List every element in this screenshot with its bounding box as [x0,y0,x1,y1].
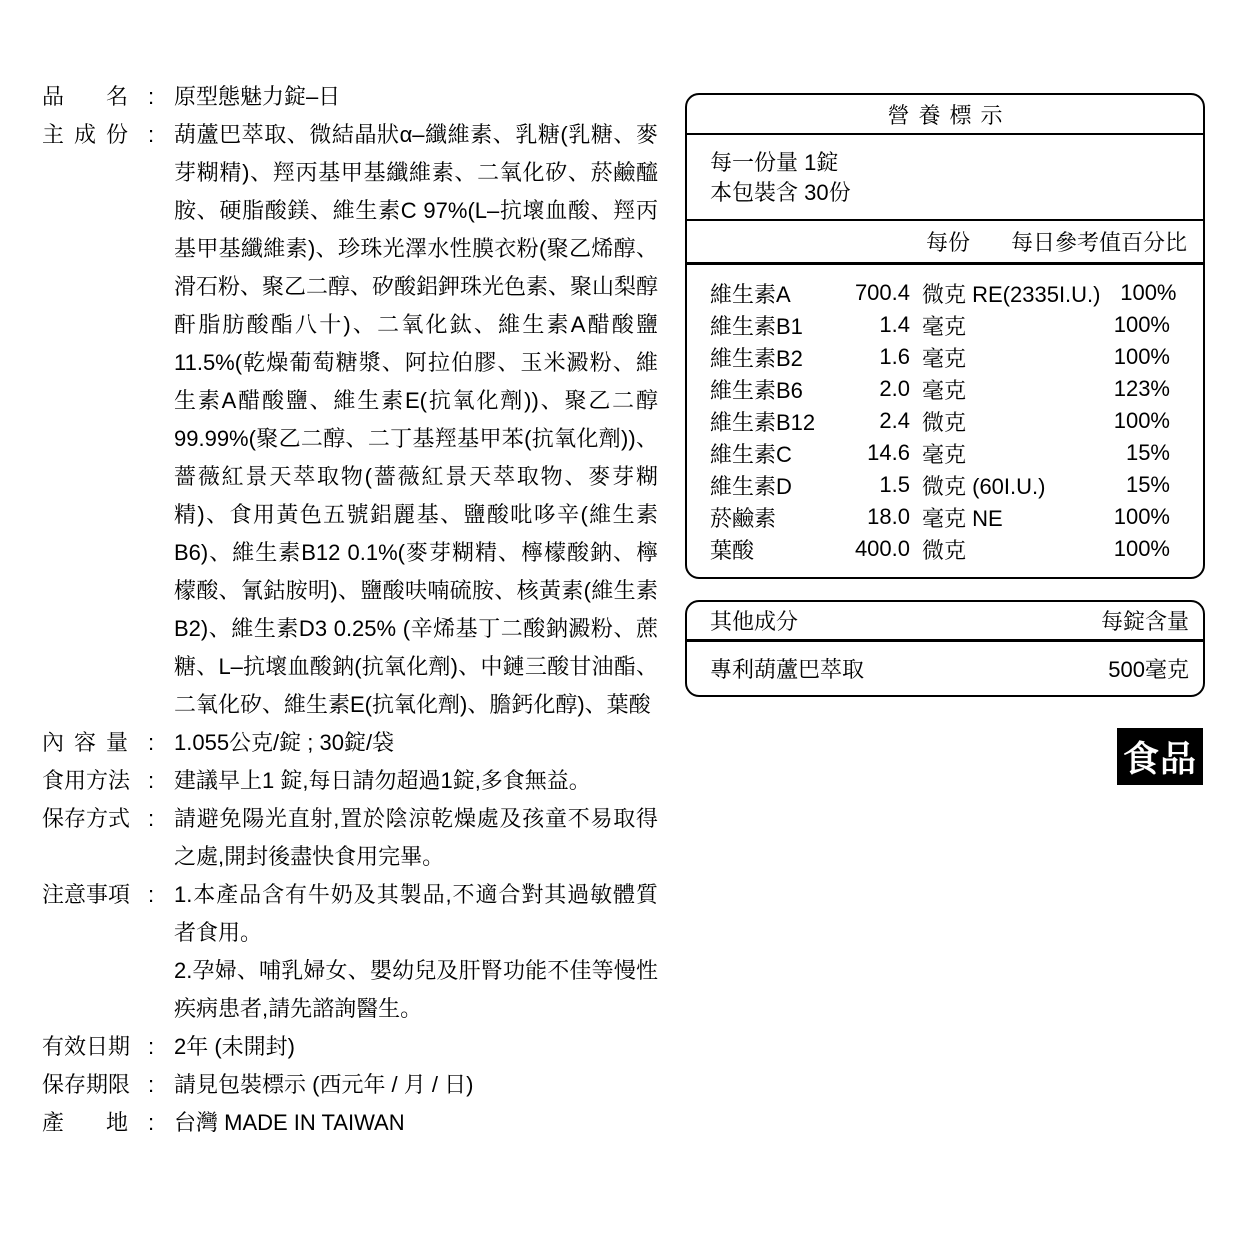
nutrient-unit: 毫克 [922,441,967,467]
info-label-char: 效 [64,1034,87,1059]
nutrient-daily-value: 100% [1113,536,1170,561]
nutrient-unit: 微克 [922,537,967,563]
info-label [42,800,131,838]
info-label [42,116,128,154]
info-label-char: 注 [42,882,65,907]
nutrient-name: 維生素A [710,281,791,307]
info-label-char: 有 [42,1034,65,1059]
nutrition-row [710,309,1170,341]
nutrient-daily-value: 15% [1125,472,1170,497]
nutrition-row [710,373,1170,405]
info-label-char: 名 [105,84,128,109]
nutrient-amount: 2.0 [879,376,910,401]
nutrient-amount: 1.4 [879,312,910,337]
nutrient-unit: 微克 [922,409,967,435]
info-paragraph: 台灣 MADE IN TAIWAN [174,1110,405,1135]
nutrient-unit: 毫克 [922,313,967,339]
servings-per-pack-line: 本包裝含 30份 [710,180,851,205]
nutrient-daily-value: 100% [1113,344,1170,369]
info-paragraph: 2.孕婦、哺乳婦女、嬰幼兒及肝腎功能不佳等慢性疾病患者,請先諮詢醫生。 [174,958,658,1021]
nutrient-name: 葉酸 [710,537,755,563]
nutrition-rows [687,265,1203,577]
info-label-char: 法 [108,768,131,793]
nutrient-name: 維生素B1 [710,313,803,339]
other-ingredients-header: 其他成分 [710,609,799,634]
nutrition-row [710,405,1170,437]
info-label [42,1028,131,1066]
other-ingredients-panel [685,600,1205,697]
nutrient-name: 維生素C [710,441,792,467]
info-label-char: 保 [42,806,65,831]
nutrition-panel [685,93,1205,579]
nutrient-daily-value: 100% [1120,280,1177,305]
info-label-char: 限 [108,1072,131,1097]
nutrient-unit: 毫克 NE [922,505,1003,531]
info-paragraph: 1.055公克/錠 ; 30錠/袋 [174,730,395,755]
info-label-char: 內 [42,730,65,755]
nutrition-serving-section [687,135,1203,221]
info-colon: : [147,806,155,831]
info-label-char: 方 [86,768,109,793]
info-row [42,876,660,1028]
col-header-per-serving: 每份 [926,230,971,255]
nutrition-column-headers [687,221,1203,265]
info-value [174,1066,658,1104]
info-row [42,1104,660,1142]
nutrition-row [710,501,1170,533]
info-colon: : [147,84,155,109]
nutrient-amount: 2.4 [879,408,910,433]
info-label-char: 品 [42,84,65,109]
nutrient-name: 維生素D [710,473,792,499]
info-label [42,78,128,116]
info-value [174,78,658,116]
nutrient-amount: 14.6 [867,440,910,465]
info-label [42,1104,128,1142]
info-value [174,116,658,724]
info-colon: : [147,882,155,907]
info-row [42,1066,660,1104]
info-colon: : [147,768,155,793]
info-value [174,762,658,800]
info-value [174,876,658,1028]
nutrient-daily-value: 100% [1113,312,1170,337]
other-ingredients-rows [687,642,1203,695]
info-value [174,800,658,876]
info-row [42,800,660,876]
nutrient-daily-value: 15% [1125,440,1170,465]
info-paragraph: 1.本產品含有牛奶及其製品,不適合對其過敏體質者食用。 [174,882,658,945]
nutrition-row [710,469,1170,501]
nutrient-amount: 18.0 [867,504,910,529]
info-label-char: 存 [64,1072,87,1097]
info-label-char: 量 [105,730,128,755]
info-colon: : [147,1110,155,1135]
nutrient-daily-value: 100% [1113,408,1170,433]
nutrition-row [710,277,1177,309]
nutrient-name: 維生素B6 [710,377,803,403]
info-colon: : [147,122,155,147]
info-label-char: 期 [86,1072,109,1097]
info-label-char: 項 [108,882,131,907]
info-row [42,78,660,116]
info-label-char: 事 [86,882,109,907]
other-ingredients-amount-header: 每錠含量 [1100,609,1189,634]
info-label [42,1066,131,1104]
nutrient-amount: 700.4 [854,280,910,305]
info-label-char: 日 [86,1034,109,1059]
nutrient-amount: 1.6 [879,344,910,369]
info-label-char: 式 [108,806,131,831]
nutrition-row [710,437,1170,469]
info-label-char: 方 [86,806,109,831]
food-badge-label: 食品 [1122,738,1197,779]
nutrient-unit: 微克 (60I.U.) [922,473,1046,499]
info-label-char: 期 [108,1034,131,1059]
other-ingredient-amount: 500毫克 [1108,657,1189,682]
product-info [42,78,660,1142]
info-label-char: 保 [42,1072,65,1097]
info-label-char: 意 [64,882,87,907]
info-label-char: 存 [64,806,87,831]
info-label-char: 份 [105,122,128,147]
info-label-char: 地 [105,1110,128,1135]
info-label-char: 成 [73,122,96,147]
info-colon: : [147,730,155,755]
info-label-char: 用 [64,768,87,793]
nutrient-unit: 毫克 [922,377,967,403]
nutrition-row [710,341,1170,373]
info-colon: : [147,1034,155,1059]
nutrient-unit: 毫克 [922,345,967,371]
nutrition-row [710,533,1170,565]
col-header-daily-value: 每日參考值百分比 [1010,230,1187,255]
nutrient-name: 菸鹼素 [710,505,777,531]
info-row [42,1028,660,1066]
info-paragraph: 原型態魅力錠–日 [174,84,341,109]
info-row [42,724,660,762]
info-label [42,876,131,914]
info-paragraph: 2年 (未開封) [174,1034,296,1059]
nutrient-amount: 400.0 [854,536,910,561]
serving-size-line: 每一份量 1錠 [710,150,839,175]
other-ingredient-name: 專利葫蘆巴萃取 [710,657,865,682]
info-label-char: 主 [42,122,65,147]
info-label [42,762,131,800]
nutrient-unit: 微克 RE(2335I.U.) [922,281,1101,307]
info-label-char: 食 [42,768,65,793]
nutrient-daily-value: 123% [1113,376,1170,401]
other-ingredient-row [687,642,1203,695]
info-paragraph: 請避免陽光直射,置於陰涼乾燥處及孩童不易取得之處,開封後盡快食用完畢。 [174,806,658,869]
info-paragraph: 葫蘆巴萃取、微結晶狀α–纖維素、乳糖(乳糖、麥芽糊精)、羥丙基甲基纖維素、二氧化矽、菸鹼醯胺、硬脂酸鎂、維生素C 97%(L–抗壞血酸、羥丙基甲基纖維素)、珍珠光澤水性膜衣粉(聚乙烯醇、滑石粉、聚乙二醇、矽酸鋁鉀珠光色素、聚山梨醇酐脂肪酸酯八十)、二氧化鈦、維生素A醋酸鹽11.5%(乾燥葡萄糖漿、阿拉伯膠、玉米澱粉、維生素A醋酸鹽、維生素E(抗氧化劑))、聚乙二醇99.99%(聚乙二醇、二丁基羥基甲苯(抗氧化劑))、薔薇紅景天萃取物(薔薇紅景天萃取物、麥芽糊精)、食用黃色五號鋁麗基、鹽酸吡哆辛(維生素B6)、維生素B12 0.1%(麥芽糊精、檸檬酸鈉、檸檬酸、氰鈷胺明)、鹽酸呋喃硫胺、核黃素(維生素B2)、維生素D3 0.25% (辛烯基丁二酸鈉澱粉、蔗糖、L–抗壞血酸鈉(抗氧化劑)、中鏈三酸甘油酯、二氧化矽、維生素E(抗氧化劑)、膽鈣化醇)、葉酸 [174,122,659,717]
nutrition-title: 營養標示 [687,95,1203,135]
info-value [174,1028,658,1066]
other-ingredients-header-row [687,602,1203,642]
info-paragraph: 建議早上1 錠,每日請勿超過1錠,多食無益。 [174,768,591,793]
info-value [174,724,658,762]
info-value [174,1104,658,1142]
info-label-char: 容 [73,730,96,755]
info-label [42,724,128,762]
info-paragraph: 請見包裝標示 (西元年 / 月 / 日) [174,1072,474,1097]
info-row [42,762,660,800]
info-colon: : [147,1072,155,1097]
nutrient-daily-value: 100% [1113,504,1170,529]
nutrient-name: 維生素B2 [710,345,803,371]
food-badge [1117,728,1203,785]
nutrient-amount: 1.5 [879,472,910,497]
nutrient-name: 維生素B12 [710,409,816,435]
info-label-char: 產 [42,1110,65,1135]
info-row [42,116,660,724]
